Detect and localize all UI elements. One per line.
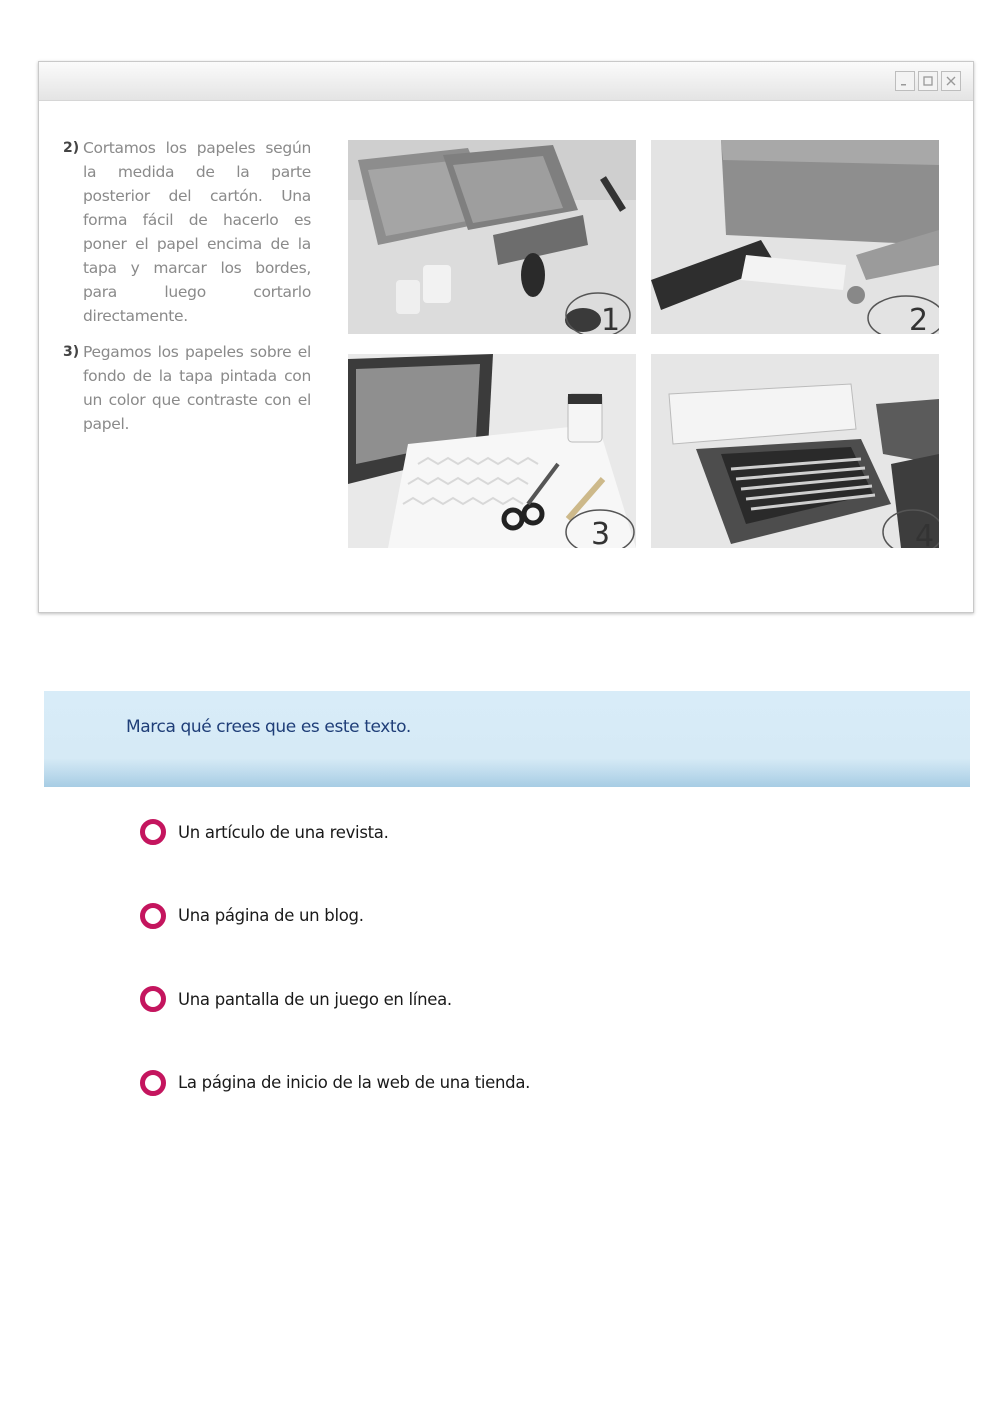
photo-step-3	[348, 354, 636, 548]
option-label: Una página de un blog.	[178, 906, 364, 925]
option-4[interactable]	[140, 1065, 530, 1101]
window-controls	[895, 71, 961, 91]
maximize-icon[interactable]	[918, 71, 938, 91]
step-number: 2)	[63, 140, 80, 156]
photo-label: 1	[601, 303, 621, 334]
minimize-icon[interactable]	[895, 71, 915, 91]
question-header	[44, 691, 970, 787]
option-label: Un artículo de una revista.	[178, 822, 389, 842]
option-3[interactable]	[140, 981, 530, 1017]
browser-window	[38, 61, 974, 613]
radio-button[interactable]	[140, 819, 166, 845]
step-text: Cortamos los papeles según la medida de la parte posterior del cartón. Una forma fácil de hacerlo es poner el papel encima de la tapa y marcar los bordes, para luego cortarlo directamente.	[83, 139, 311, 325]
step-3	[63, 340, 311, 436]
photo-step-4	[651, 354, 939, 548]
step-2	[63, 136, 311, 328]
photo-label: 3	[591, 517, 611, 548]
radio-button[interactable]	[140, 903, 166, 929]
window-titlebar	[39, 62, 973, 101]
photo-step-2	[651, 140, 939, 334]
option-label: La página de inicio de la web de una tienda.	[178, 1073, 531, 1092]
photo-label: 4	[915, 519, 935, 548]
step-number: 3)	[63, 344, 80, 360]
photo-step-1	[348, 140, 636, 334]
photo-label: 2	[909, 303, 929, 334]
question-prompt: Marca qué crees que es este texto.	[126, 717, 411, 737]
step-text: Pegamos los papeles sobre el fondo de la tapa pintada con un color que contraste con el papel.	[83, 343, 311, 433]
instructions-text	[63, 136, 311, 448]
option-label: Una pantalla de un juego en línea.	[178, 989, 452, 1009]
radio-button[interactable]	[140, 1070, 166, 1096]
answer-options	[140, 814, 530, 1148]
close-icon[interactable]	[941, 71, 961, 91]
radio-button[interactable]	[140, 986, 166, 1012]
option-2[interactable]	[140, 898, 530, 934]
option-1[interactable]	[140, 814, 530, 850]
